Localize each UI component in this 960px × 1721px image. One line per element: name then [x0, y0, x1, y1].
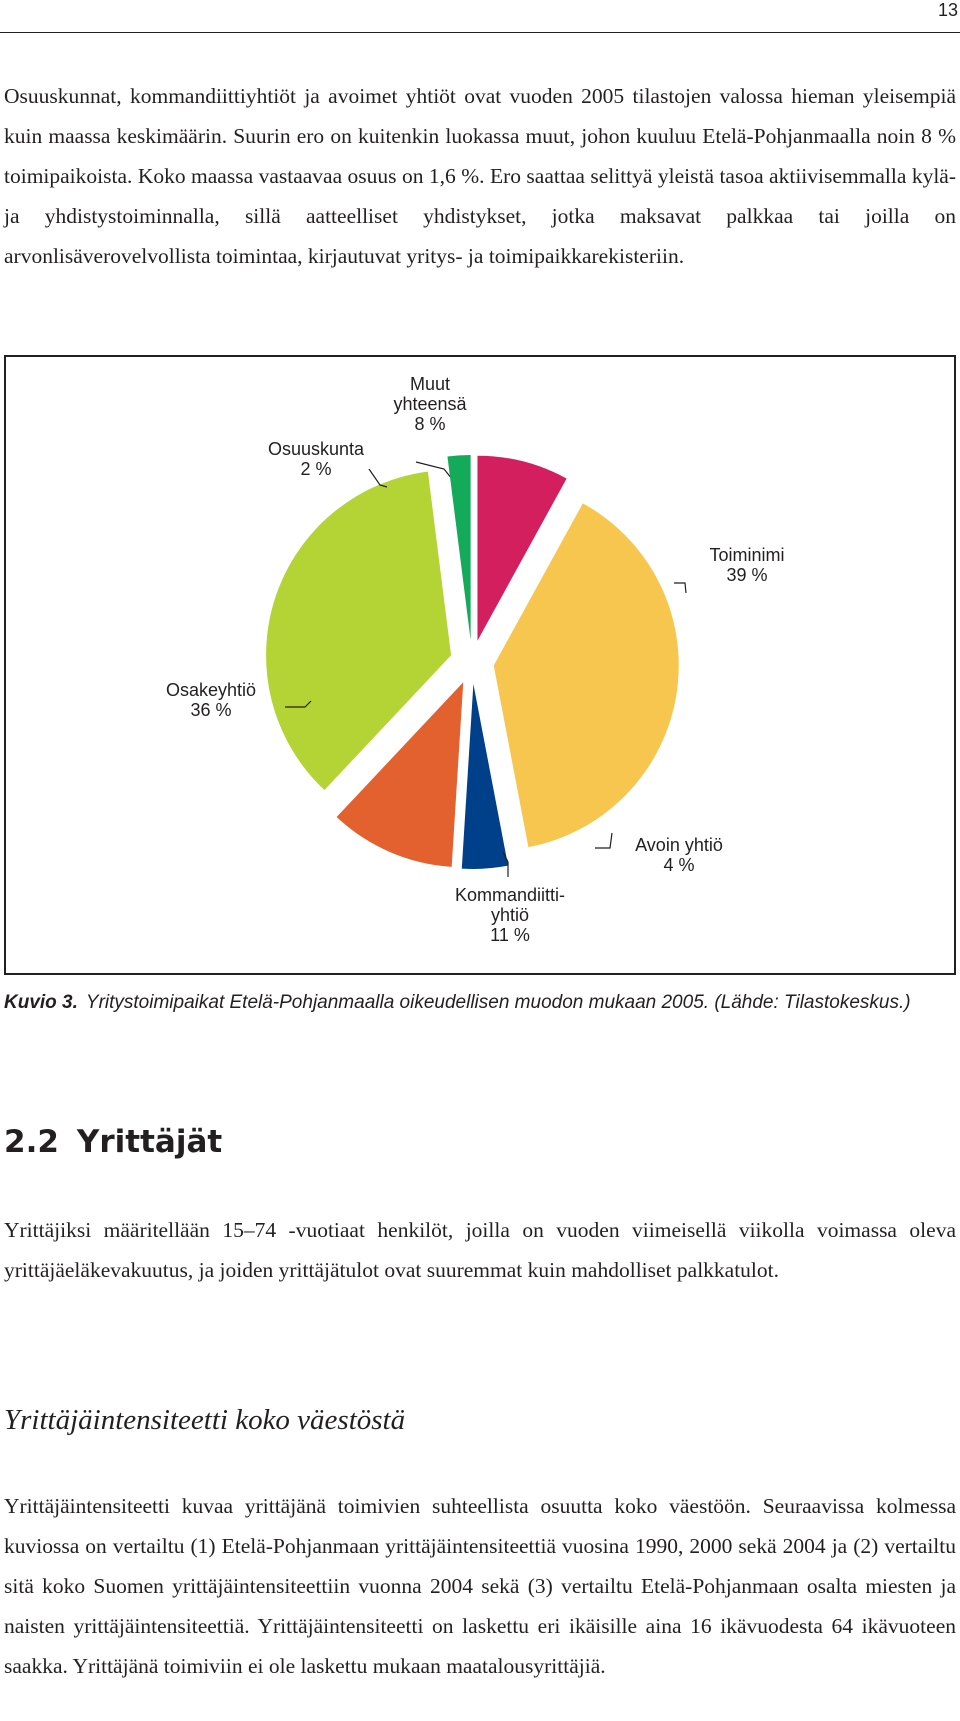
figure-caption [4, 989, 956, 1017]
pie-label-line: 39 % [726, 565, 768, 585]
figure-caption-label: Kuvio 3. [4, 992, 78, 1013]
pie-chart [6, 357, 954, 973]
pie-label-line: 8 % [414, 414, 446, 434]
section-title: Yrittäjät [76, 1124, 223, 1160]
pie-leader-line [674, 583, 686, 593]
subsection-paragraph: Yrittäjäintensiteetti kuvaa yrittäjänä toimivien suhteellista osuutta koko väestöön. Seuraavissa kolmessa kuviossa on vertailtu (1) Etelä-Pohjanmaan yrittäjäintensiteettiä vuosina 1990, 2000 sekä 2004 ja (2) vertailtu sitä koko Suomen yrittäjäintensiteettiin vuonna 2004 sekä (3) vertailtu Etelä-Pohjanmaan osalta miesten ja naisten yrittäjäintensiteettiä. Yrittäjäintensiteetti on laskettu eri ikäisille aina 16 ikävuodesta 64 ikävuoteen saakka. Yrittäjänä toimiviin ei ole laskettu mukaan maatalousyrittäjiä. [4, 1494, 956, 1678]
figure-caption-text: Yritystoimipaikat Etelä-Pohjanmaalla oikeudellisen muodon mukaan 2005. (Lähde: Tilastokeskus.) [85, 992, 911, 1013]
pie-chart-figure [4, 355, 956, 975]
pie-label-line: Toiminimi [709, 545, 785, 565]
pie-label [393, 374, 467, 434]
pie-label-line: Osakeyhtiö [165, 680, 257, 700]
pie-label-line: Avoin yhtiö [635, 835, 723, 855]
pie-slice-osuuskunta [447, 455, 470, 640]
pie-label-line: 36 % [190, 700, 232, 720]
section-paragraph: Yrittäjiksi määritellään 15–74 -vuotiaat henkilöt, joilla on vuoden viimeisellä viikolla voimassa oleva yrittäjäeläkevakuutus, ja joiden yrittäjätulot ovat suuremmat kuin mahdolliset palkkatulot. [4, 1218, 956, 1282]
intro-paragraph: Osuuskunnat, kommandiittiyhtiöt ja avoimet yhtiöt ovat vuoden 2005 tilastojen valossa hieman yleisempiä kuin maassa keskimäärin. Suurin ero on kuitenkin luokassa muut, johon kuuluu Etelä-Pohjanmaalla noin 8 % toimipaikoista. Koko maassa vastaavaa osuus on 1,6 %. Ero saattaa selittyä yleistä tasoa aktiivisemmalla kylä- ja yhdistystoiminnalla, sillä aatteelliset yhdistykset, jotka maksavat palkkaa tai joilla on arvonlisäverovelvollista toimintaa, kirjautuvat yritys- ja toimipaikkarekisteriin. [4, 84, 956, 268]
pie-label-line: 11 % [490, 925, 530, 945]
pie-label-line: 2 % [300, 459, 332, 479]
pie-label [635, 835, 723, 875]
pie-label-line: Osuuskunta [267, 439, 365, 459]
pie-label [709, 545, 784, 585]
pie-label-line: yhteensä [393, 394, 467, 414]
section-number: 2.2 [4, 1124, 59, 1160]
section-heading [4, 1124, 222, 1160]
subsection-heading: Yrittäjäintensiteetti koko väestöstä [4, 1404, 406, 1436]
page-number: 13 [937, 0, 958, 20]
pie-label-line: yhtiö [490, 905, 530, 925]
pie-slice-avoin-yhtiö [462, 684, 508, 869]
pie-label [455, 885, 565, 945]
pie-label-line: Kommandiitti- [454, 885, 566, 905]
pie-label [268, 439, 365, 479]
pie-label-line: 4 % [663, 855, 695, 875]
pie-label [166, 680, 256, 720]
header-rule [0, 32, 960, 33]
pie-leader-line [595, 833, 612, 848]
pie-label-line: Muut [409, 374, 451, 394]
